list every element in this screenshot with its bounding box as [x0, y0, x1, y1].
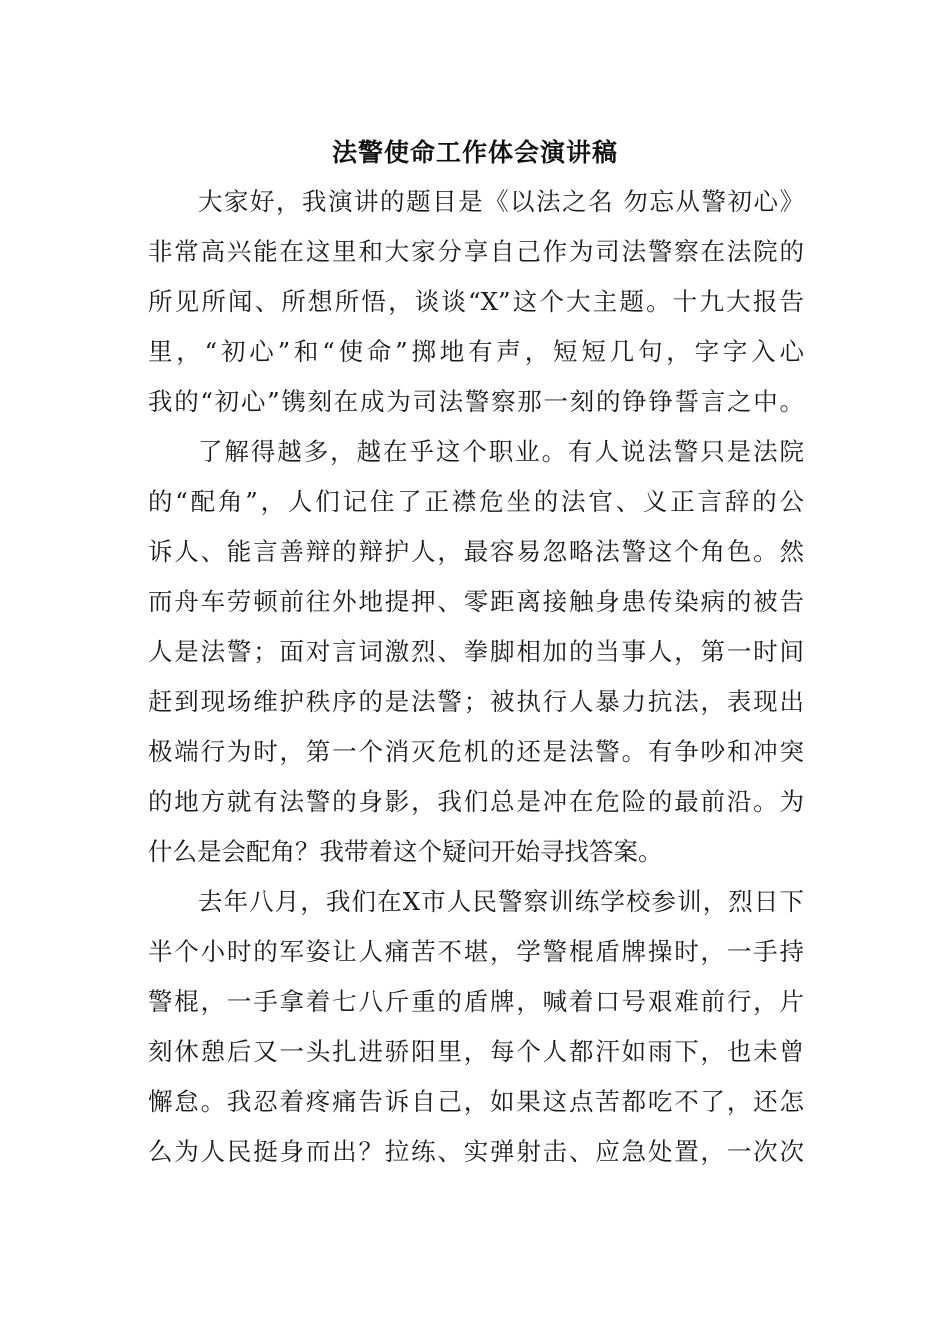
paragraph-line: 么为人民挺身而出？拉练、实弹射击、应急处置，一次次: [148, 1137, 804, 1166]
paragraph-line: 极端行为时，第一个消灭危机的还是法警。有争吵和冲突: [148, 737, 804, 766]
paragraph-line: 非常高兴能在这里和大家分享自己作为司法警察在法院的: [148, 237, 804, 266]
paragraph-line: 什么是会配角？我带着这个疑问开始寻找答案。: [148, 837, 663, 866]
paragraph-line: 去年八月，我们在X市人民警察训练学校参训，烈日下: [198, 887, 804, 916]
paragraph-line: 诉人、能言善辩的辩护人，最容易忽略法警这个角色。然: [148, 537, 804, 566]
paragraph-line: 懈怠。我忍着疼痛告诉自己，如果这点苦都吃不了，还怎: [148, 1087, 804, 1116]
paragraph-line: 的地方就有法警的身影，我们总是冲在危险的最前沿。为: [148, 787, 804, 816]
paragraph-line: 半个小时的军姿让人痛苦不堪，学警棍盾牌操时，一手持: [148, 937, 804, 966]
document-title: 法警使命工作体会演讲稿: [331, 138, 618, 167]
paragraph-line: 人是法警；面对言词激烈、拳脚相加的当事人，第一时间: [148, 637, 804, 666]
paragraph-line: 的“配角”，人们记住了正襟危坐的法官、义正言辞的公: [148, 487, 804, 516]
paragraph-line: 刻休憩后又一头扎进骄阳里，每个人都汗如雨下，也未曾: [148, 1037, 804, 1066]
paragraph-line: 里，“初心”和“使命”掷地有声，短短几句，字字入心: [148, 337, 804, 366]
paragraph-line: 我的“初心”镌刻在成为司法警察那一刻的铮铮誓言之中。: [148, 387, 804, 416]
paragraph-line: 大家好，我演讲的题目是《以法之名 勿忘从警初心》: [198, 187, 804, 216]
paragraph-line: 警棍，一手拿着七八斤重的盾牌，喊着口号艰难前行，片: [148, 987, 804, 1016]
paragraph-line: 了解得越多，越在乎这个职业。有人说法警只是法院: [198, 437, 804, 466]
paragraph-line: 赶到现场维护秩序的是法警；被执行人暴力抗法，表现出: [148, 687, 804, 716]
paragraph-line: 所见所闻、所想所悟，谈谈“X”这个大主题。十九大报告: [148, 287, 804, 316]
paragraph-line: 而舟车劳顿前往外地提押、零距离接触身患传染病的被告: [148, 587, 804, 616]
